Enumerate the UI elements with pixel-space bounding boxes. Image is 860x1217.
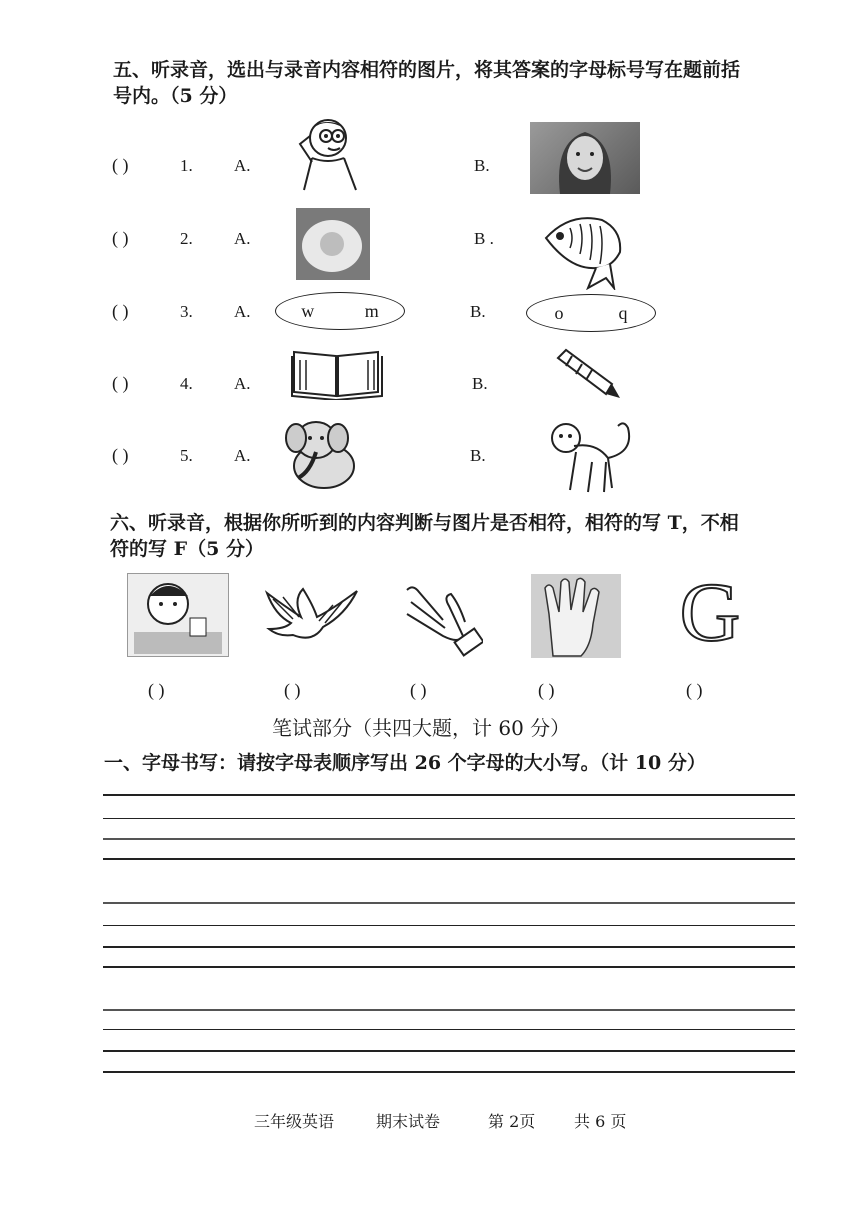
- option-a-label-q4: A.: [234, 374, 251, 393]
- writing-line: [103, 1071, 795, 1073]
- writing-line: [103, 1029, 795, 1030]
- answer-paren-s6-4[interactable]: ( ): [538, 680, 555, 700]
- option-a-label-q5: A.: [234, 446, 251, 465]
- letter-q: q: [618, 302, 628, 323]
- answer-paren-s6-1[interactable]: ( ): [148, 680, 165, 700]
- question-number-q2: 2.: [180, 229, 193, 248]
- option-b-label-q2: B .: [474, 229, 494, 248]
- footer-total: 共 6 页: [574, 1112, 627, 1131]
- answer-paren-q3[interactable]: ( ): [112, 301, 129, 321]
- option-b-label-q1: B.: [474, 156, 490, 175]
- writing-line: [103, 1050, 795, 1052]
- answer-paren-q1[interactable]: ( ): [112, 155, 129, 175]
- writing-line: [103, 966, 795, 968]
- writing-line: [103, 925, 795, 926]
- section6-heading-line1: 六、听录音，根据你所听到的内容判断与图片是否相符，相符的写 T，不相: [110, 512, 739, 534]
- fish-icon[interactable]: [540, 208, 630, 290]
- section5-heading-line1: 五、听录音，选出与录音内容相符的图片，将其答案的字母标号写在题前括: [113, 59, 741, 81]
- letters-oval-a[interactable]: [275, 292, 405, 330]
- footer-grade: 三年级英语: [254, 1112, 335, 1131]
- egg-photo-icon[interactable]: [296, 208, 370, 280]
- writing-line: [103, 794, 795, 796]
- letter-m: m: [364, 300, 379, 321]
- question-number-q3: 3.: [180, 302, 193, 321]
- letter-g-text: G: [679, 566, 741, 659]
- girl-face-photo-icon[interactable]: [530, 122, 640, 194]
- writing-line: [103, 902, 795, 904]
- question-number-q4: 4.: [180, 374, 193, 393]
- open-book-icon[interactable]: [290, 348, 384, 400]
- option-b-label-q5: B.: [470, 446, 486, 465]
- option-a-label-q1: A.: [234, 156, 251, 175]
- question-number-q5: 5.: [180, 446, 193, 465]
- writing-line: [103, 818, 795, 819]
- answer-paren-q2[interactable]: ( ): [112, 228, 129, 248]
- hand-icon[interactable]: [403, 582, 483, 658]
- palm-photo-icon[interactable]: [531, 574, 621, 658]
- option-a-label-q2: A.: [234, 229, 251, 248]
- letter-g-icon[interactable]: [670, 566, 750, 659]
- answer-paren-s6-5[interactable]: ( ): [686, 680, 703, 700]
- section5-heading-line2: 号内。（5 分）: [113, 85, 238, 107]
- elephant-icon[interactable]: [280, 418, 360, 496]
- boy-pointing-eye-icon[interactable]: [282, 114, 364, 192]
- section6-heading-line2: 符的写 F（5 分）: [110, 538, 264, 560]
- monkey-icon[interactable]: [546, 418, 642, 498]
- letter-o: o: [554, 302, 564, 323]
- written-part-title: 笔试部分（共四大题，计 60 分）: [272, 716, 571, 740]
- question-number-q1: 1.: [180, 156, 193, 175]
- answer-paren-q5[interactable]: ( ): [112, 445, 129, 465]
- crayon-icon[interactable]: [552, 348, 622, 400]
- boy-eating-icon[interactable]: [127, 573, 229, 657]
- writing-line: [103, 1009, 795, 1011]
- option-a-label-q3: A.: [234, 302, 251, 321]
- footer-page: 第 2页: [488, 1112, 536, 1131]
- bird-icon[interactable]: [263, 585, 361, 645]
- answer-paren-s6-2[interactable]: ( ): [284, 680, 301, 700]
- writing-line: [103, 838, 795, 840]
- writing-line: [103, 946, 795, 948]
- option-b-label-q4: B.: [472, 374, 488, 393]
- letters-oval-b[interactable]: [526, 294, 656, 332]
- footer-exam: 期末试卷: [376, 1112, 441, 1131]
- answer-paren-q4[interactable]: ( ): [112, 373, 129, 393]
- option-b-label-q3: B.: [470, 302, 486, 321]
- answer-paren-s6-3[interactable]: ( ): [410, 680, 427, 700]
- written-section1-heading: 一、字母书写：请按字母表顺序写出 26 个字母的大小写。（计 10 分）: [104, 752, 706, 774]
- writing-line: [103, 858, 795, 860]
- letter-w: w: [301, 300, 315, 321]
